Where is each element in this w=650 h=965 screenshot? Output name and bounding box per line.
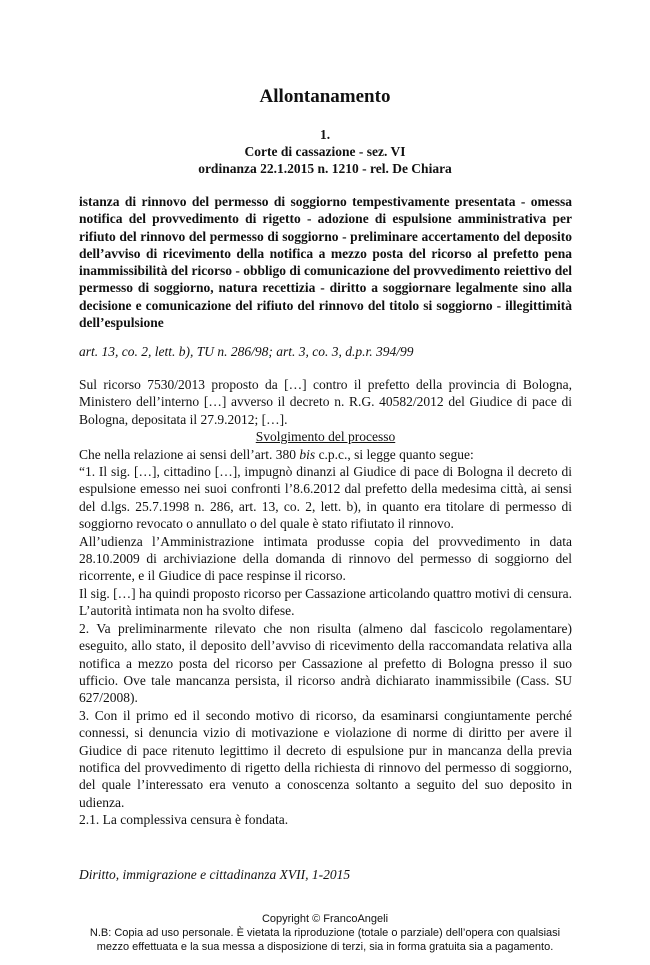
relazione-italic: bis (299, 446, 316, 462)
body-paragraph: 2.1. La complessiva censura è fondata. (79, 812, 289, 828)
body-paragraph: Il sig. […] ha quindi proposto ricorso per Cassazione articolando quattro motivi di censura. L’autorità intimata non ha svolto difese. (79, 585, 573, 619)
relazione-line (79, 446, 572, 463)
body-paragraph: 3. Con il primo ed il secondo motivo di ricorso, da esaminarsi congiuntamente perché connessi, si denuncia vizio di motivazione e violazione di norme di diritto per avere il Giudice di pace ritenuto legittimo il decreto di espulsione pur in mancanza della previa notifica del provvedimento di rigetto della richiesta di rinnovo del permesso di soggiorno, del quale l’interessato era venuto a conoscenza soltanto a seguito del suo deposito in udienza. (79, 707, 572, 810)
copyright-disclaimer: N.B: Copia ad uso personale. È vietata la riproduzione (totale o parziale) dell’opera con qualsiasi (89, 927, 561, 939)
journal-footer: Diritto, immigrazione e cittadinanza XVII, 1-2015 (79, 867, 351, 882)
copyright-notice (0, 912, 650, 954)
massima-summary: istanza di rinnovo del permesso di soggiorno tempestivamente presentata - omessa notifica del provvedimento di rigetto - adozione di espulsione amministrativa per rifiuto del rinnovo del permesso di soggiorno - preliminare accertamento del deposito dell’avviso di ricevimento della notifica a mezzo posta del ricorso al prefetto pena inammissibilità del ricorso - obbligo di comunicazione del provvedimento reiettivo del permesso di soggiorno, natura recettizia - diritto a soggiornare legalmente sino alla decisione e comunicazione del rifiuto del rinnovo del titolo si soggiorno - illegittimità dell’espulsione (79, 194, 572, 331)
copyright-disclaimer: mezzo effettuata e la sua messa a disposizione di terzi, sia in forma gratuita sia a pagamento. (96, 941, 554, 953)
body-paragraph: 2. Va preliminarmente rilevato che non risulta (almeno dal fascicolo regolamentare) eseguito, allo stato, il deposito dell’avviso di ricevimento della raccomandata relativa alla notifica a mezzo posta del ricorso per Cassazione al prefetto di Bologna presso il suo ufficio. Ove tale mancanza persista, il ricorso andrà dichiarato inammissibile (Cass. SU 627/2008). (79, 620, 572, 706)
case-header (0, 126, 650, 177)
case-number: 1. (319, 127, 331, 142)
section-heading: Svolgimento del processo (255, 429, 396, 445)
page-title: Allontanamento (259, 86, 391, 107)
copyright-line: Copyright © FrancoAngeli (261, 913, 389, 925)
body-paragraph: All’udienza l’Amministrazione intimata produsse copia del provvedimento in data 28.10.2009 di archiviazione della domanda di rinnovo del permesso di soggiorno del ricorrente, e il Giudice di pace respinse il ricorso. (79, 533, 572, 584)
body-paragraph: “1. Il sig. […], cittadino […], impugnò dinanzi al Giudice di pace di Bologna il decreto di espulsione emesso nei suoi confronti l’8.6.2012 dal prefetto della medesima città, ai sensi del d.lgs. 25.7.1998 n. 286, art. 13, co. 2, lett. b), in quanto era titolare di permesso di soggiorno revocato o annullato o del quale è stato rifiutato il rinnovo. (79, 464, 572, 532)
court-name: Corte di cassazione - sez. VI (244, 144, 406, 159)
document-body (79, 376, 572, 829)
legal-references: art. 13, co. 2, lett. b), TU n. 286/98; art. 3, co. 3, d.p.r. 394/99 (79, 344, 414, 359)
relazione-after: c.p.c., si legge quanto segue: (315, 446, 474, 462)
order-reference: ordinanza 22.1.2015 n. 1210 - rel. De Chiara (198, 161, 452, 176)
relazione-before: Che nella relazione ai sensi dell’art. 380 (79, 446, 300, 462)
intro-paragraph: Sul ricorso 7530/2013 proposto da […] contro il prefetto della provincia di Bologna, Ministero dell’interno […] avverso il decreto n. R.G. 40582/2012 del Giudice di pace di Bologna, depositata il 27.9.2012; […]. (79, 377, 572, 427)
